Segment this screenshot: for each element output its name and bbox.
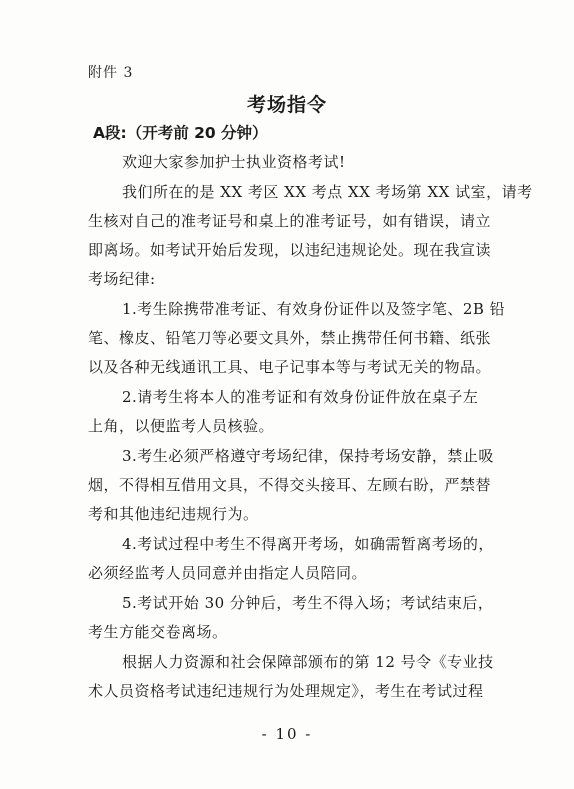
paragraph-line: 上角，以便监考人员核验。 <box>88 417 275 435</box>
paragraph-line: 考场纪律: <box>88 270 156 288</box>
paragraph-line: 即离场。如考试开始后发现，以违纪违规论处。现在我宣读 <box>88 241 492 259</box>
paragraph-line: 烟，不得相互借用文具，不得交头接耳、左顾右盼，严禁替 <box>88 476 492 494</box>
paragraph-line: 3.考生必须严格遵守考场纪律，保持考场安静，禁止吸 <box>122 447 494 465</box>
paragraph-line: 欢迎大家参加护士执业资格考试! <box>122 153 346 171</box>
paragraph-line: 5.考试开始 30 分钟后，考生不得入场；考试结束后， <box>122 594 494 612</box>
paragraph-line: 生核对自己的准考证号和桌上的准考证号，如有错误，请立 <box>88 212 492 230</box>
paragraph-line: 1.考生除携带准考证、有效身份证件以及签字笔、2B 铅 <box>122 300 506 318</box>
paragraph-line: 我们所在的是 XX 考区 XX 考点 XX 考场第 XX 试室，请考 <box>122 183 533 201</box>
paragraph-line: 根据人力资源和社会保障部颁布的第 12 号令《专业技 <box>122 653 494 671</box>
paragraph-line: 术人员资格考试违纪违规行为处理规定》，考生在考试过程 <box>88 682 484 700</box>
attachment-label: 附件 3 <box>88 65 134 81</box>
paragraph-line: 以及各种无线通讯工具、电子记事本等与考试无关的物品。 <box>88 358 492 376</box>
paragraph-line: 考生方能交卷离场。 <box>88 623 228 641</box>
paragraph-line: 4.考试过程中考生不得离开考场，如确需暂离考场的， <box>122 535 494 553</box>
paragraph-line: 笔、橡皮、铅笔刀等必要文具外，禁止携带任何书籍、纸张 <box>88 329 492 347</box>
paragraph-line: 2.请考生将本人的准考证和有效身份证件放在桌子左 <box>122 388 479 406</box>
page-number: - 10 - <box>261 725 313 743</box>
paragraph-line: 必须经监考人员同意并由指定人员陪同。 <box>88 564 368 582</box>
paragraph-line: 考和其他违纪违规行为。 <box>88 505 259 523</box>
section-heading: A段:（开考前 20 分钟） <box>93 124 268 142</box>
page-title: 考场指令 <box>246 94 327 116</box>
